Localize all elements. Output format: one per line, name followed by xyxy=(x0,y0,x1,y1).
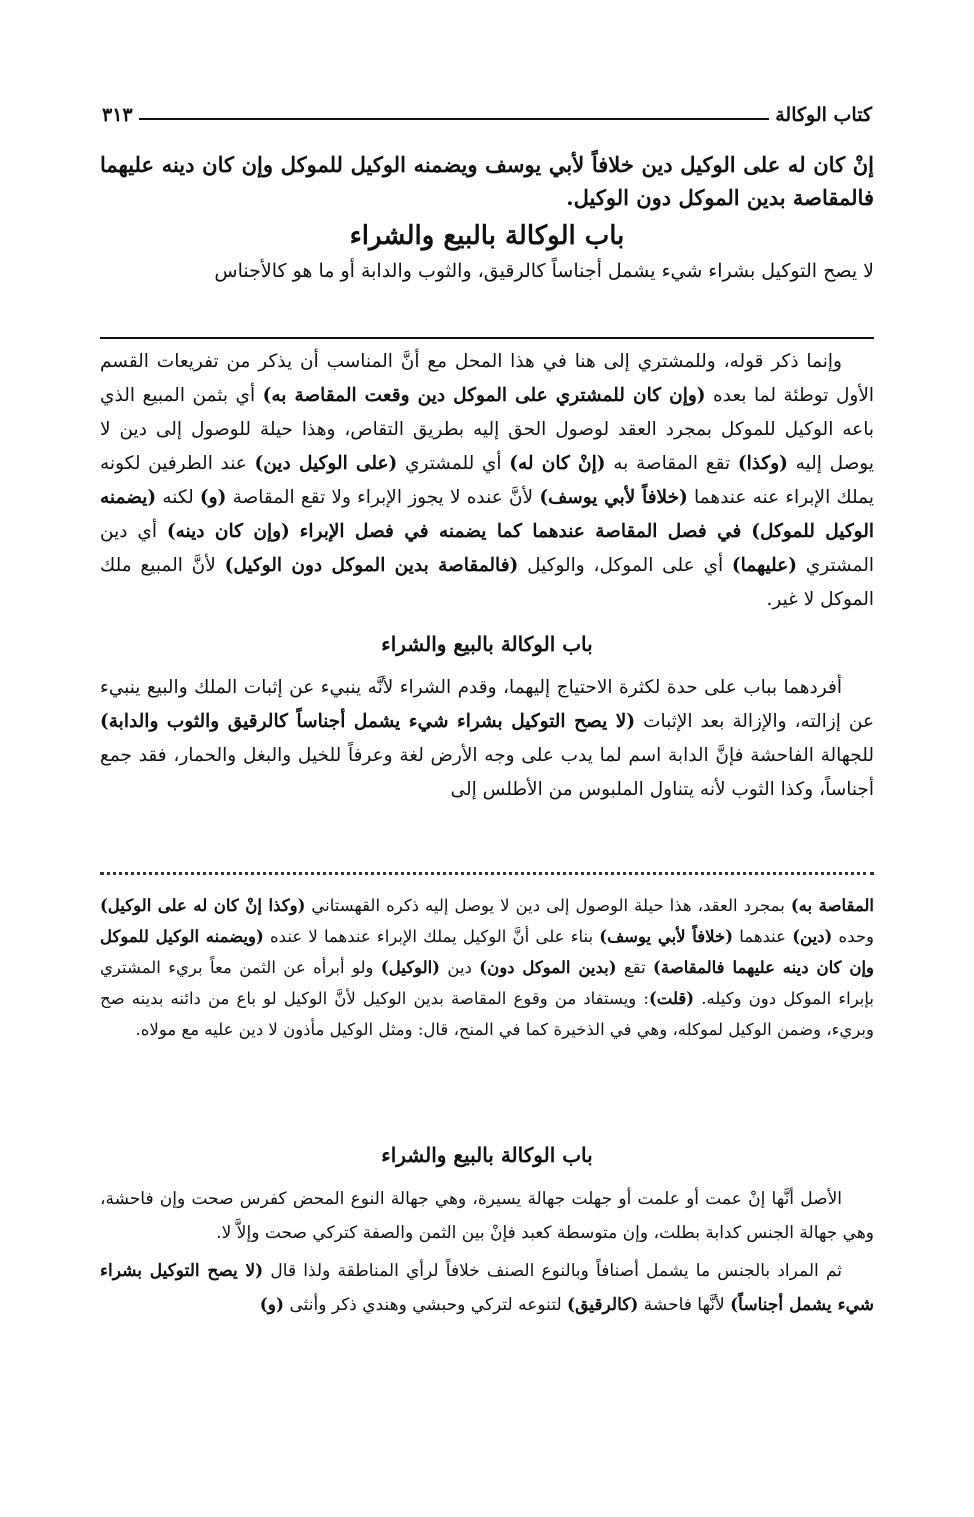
lower-section-heading: باب الوكالة بالبيع والشراء xyxy=(381,1143,593,1167)
text-segment: أي للمشتري xyxy=(397,453,510,474)
commentary-paragraph-2 xyxy=(100,671,874,807)
lower-commentary xyxy=(100,1128,874,1326)
text-segment: ولو أبرأه عن الثمن معاً بريء المشتري بإبراء الموكل دون وكيله. xyxy=(100,958,875,1008)
lower-paragraph-1 xyxy=(100,1182,874,1250)
text-segment: وحده xyxy=(832,927,875,946)
bold-quote: (خلافاً لأبي يوسف) xyxy=(599,927,734,946)
bold-quote: (الوكيل) xyxy=(380,958,440,977)
text-segment: أي دين المشتري xyxy=(100,521,875,576)
bold-quote: (و) xyxy=(199,487,227,508)
bold-quote: (كالرقيق) xyxy=(567,1295,639,1315)
bold-quote: (يضمنه الوكيل للموكل) xyxy=(100,487,874,542)
text-segment: تقع المقاصة به xyxy=(605,453,738,474)
text-segment: الأصل أنَّها إنْ عمت أو علمت أو جهلت جهالة يسيرة، وهي جهالة النوع المحض كفرس صحت وإن فاحشة، وهي جهالة الجنس كدابة بطلت، وإن متوسطة كعبد فإنْ بين الثمن والصفة كتركي صحت وإلاَّ لا. xyxy=(100,1189,874,1243)
bold-quote: في فصل المقاصة عندهما كما يضمنه في فصل الإبراء xyxy=(299,521,742,542)
text-segment: عند الطرفين لكونه يملك الإبراء عنه عندهما xyxy=(100,453,874,508)
running-header xyxy=(102,96,872,126)
bold-quote: (دين) xyxy=(792,927,833,946)
bold-quote: المقاصة به) xyxy=(790,896,874,915)
bold-quote: (و) xyxy=(259,1295,285,1315)
book-title: كتاب الوكالة xyxy=(775,104,872,126)
text-segment: أي على الموكل، والوكيل xyxy=(518,555,732,576)
text-segment: بناء على أنَّ الوكيل يملك الإبراء عندهما لا عنده xyxy=(263,927,600,946)
header-rule xyxy=(139,118,770,120)
matn-paragraph: إنْ كان له على الوكيل دين خلافاً لأبي يوسف ويضمنه الوكيل للموكل وإن كان دينه عليهما فالمقاصة بدين الموكل دون الوكيل. xyxy=(100,152,874,210)
text-segment: أفردهما بباب على حدة لكثرة الاحتياج إليهما، وقدم الشراء لأنَّه ينبيء عن إثبات الملك والبيع ينبيء عن إزالته، والإزالة بعد الإثبات xyxy=(100,677,875,732)
footnote-commentary xyxy=(100,890,874,1045)
matn-text xyxy=(100,148,874,287)
text-segment: عندهما xyxy=(733,927,793,946)
bold-quote: (عليهما) xyxy=(731,555,797,576)
bold-quote: (وكذا إنْ كان له على الوكيل) xyxy=(100,896,306,915)
text-segment: وإنما ذكر قوله، وللمشتري إلى هنا في هذا المحل مع أنَّ المناسب أن يذكر من تفريعات القسم الأول توطئة لما بعده xyxy=(100,351,875,406)
footnote-paragraph xyxy=(100,890,874,1045)
text-segment: لكنه xyxy=(156,487,200,508)
page-number: ٣١٣ xyxy=(102,104,133,126)
commentary-paragraph-1 xyxy=(100,345,874,617)
bold-quote: (ويضمنه الوكيل للموكل وإن كان دينه عليهما فالمقاصة) xyxy=(100,927,875,977)
text-segment: : ويستفاد من وقوع المقاصة بدين الوكيل لأنَّ الوكيل لو باع من دائنه بدينه صح وبريء، وضمن الوكيل لموكله، وهي في الذخيرة كما في المنح، قال: ومثل الوكيل مأذون لا دين عليه مع مولاه. xyxy=(100,989,874,1039)
commentary xyxy=(100,345,874,807)
text-segment: دين xyxy=(440,958,480,977)
matn-divider xyxy=(100,337,874,339)
bold-quote: (وكذا) xyxy=(737,453,788,474)
lower-paragraph-2 xyxy=(100,1254,874,1322)
chapter-title: باب الوكالة بالبيع والشراء xyxy=(349,221,625,251)
bold-quote: (لا يصح التوكيل بشراء شيء يشمل أجناساً) xyxy=(100,1261,874,1315)
bold-quote: (وإن كان دينه) xyxy=(166,521,290,542)
text-segment: ثم المراد بالجنس ما يشمل أصنافاً وبالنوع الصنف خلافاً لرأي المناطقة ولذا قال xyxy=(263,1261,842,1281)
text-segment xyxy=(290,521,300,542)
bold-quote: (وإن كان للمشتري على الموكل دين وقعت المقاصة به) xyxy=(262,385,706,406)
text-segment: لأنَّها فاحشة xyxy=(638,1295,731,1315)
text-segment: لتنوعه لتركي وحبشي وهندي ذكر وأنثى xyxy=(284,1295,568,1315)
text-segment xyxy=(741,521,751,542)
bold-quote: (إنْ كان له) xyxy=(509,453,606,474)
text-segment: أي بثمن المبيع الذي باعه الوكيل للموكل بمجرد العقد لوصول الحق إليه بطريق التقاص، وهذا حيلة للوصول إلى دين لا يوصل إليه xyxy=(100,385,874,474)
matn-line: لا يصح التوكيل بشراء شيء يشمل أجناساً كالرقيق، والثوب والدابة أو ما هو كالأجناس xyxy=(214,260,874,282)
bold-quote: (قلت) xyxy=(648,989,695,1008)
text-segment: لأنَّ عنده لا يجوز الإبراء ولا تقع المقاصة xyxy=(226,487,540,508)
bold-quote: (بدين الموكل دون) xyxy=(479,958,617,977)
bold-quote: (على الوكيل دين) xyxy=(254,453,398,474)
bold-quote: (خلافاً لأبي يوسف) xyxy=(539,487,688,508)
text-segment: تقع xyxy=(616,958,654,977)
bold-quote: (لا يصح التوكيل بشراء شيء يشمل أجناساً كالرقيق والثوب والدابة) xyxy=(100,711,636,732)
text-segment: لأنَّ المبيع ملك الموكل لا غير. xyxy=(100,555,874,610)
text-segment: للجهالة الفاحشة فإنَّ الدابة اسم لما يدب على وجه الأرض لغة وعرفاً للخيل والبغل والحمار، فقد جمع أجناساً، وكذا الثوب لأنه يتناول الملبوس من الأطلس إلى xyxy=(100,745,874,800)
text-segment: بمجرد العقد، هذا حيلة الوصول إلى دين لا يوصل إليه ذكره القهستاني xyxy=(305,896,791,915)
bold-quote: (فالمقاصة بدين الموكل دون الوكيل) xyxy=(224,555,519,576)
dotted-separator xyxy=(100,872,874,875)
section-heading: باب الوكالة بالبيع والشراء xyxy=(381,632,593,656)
